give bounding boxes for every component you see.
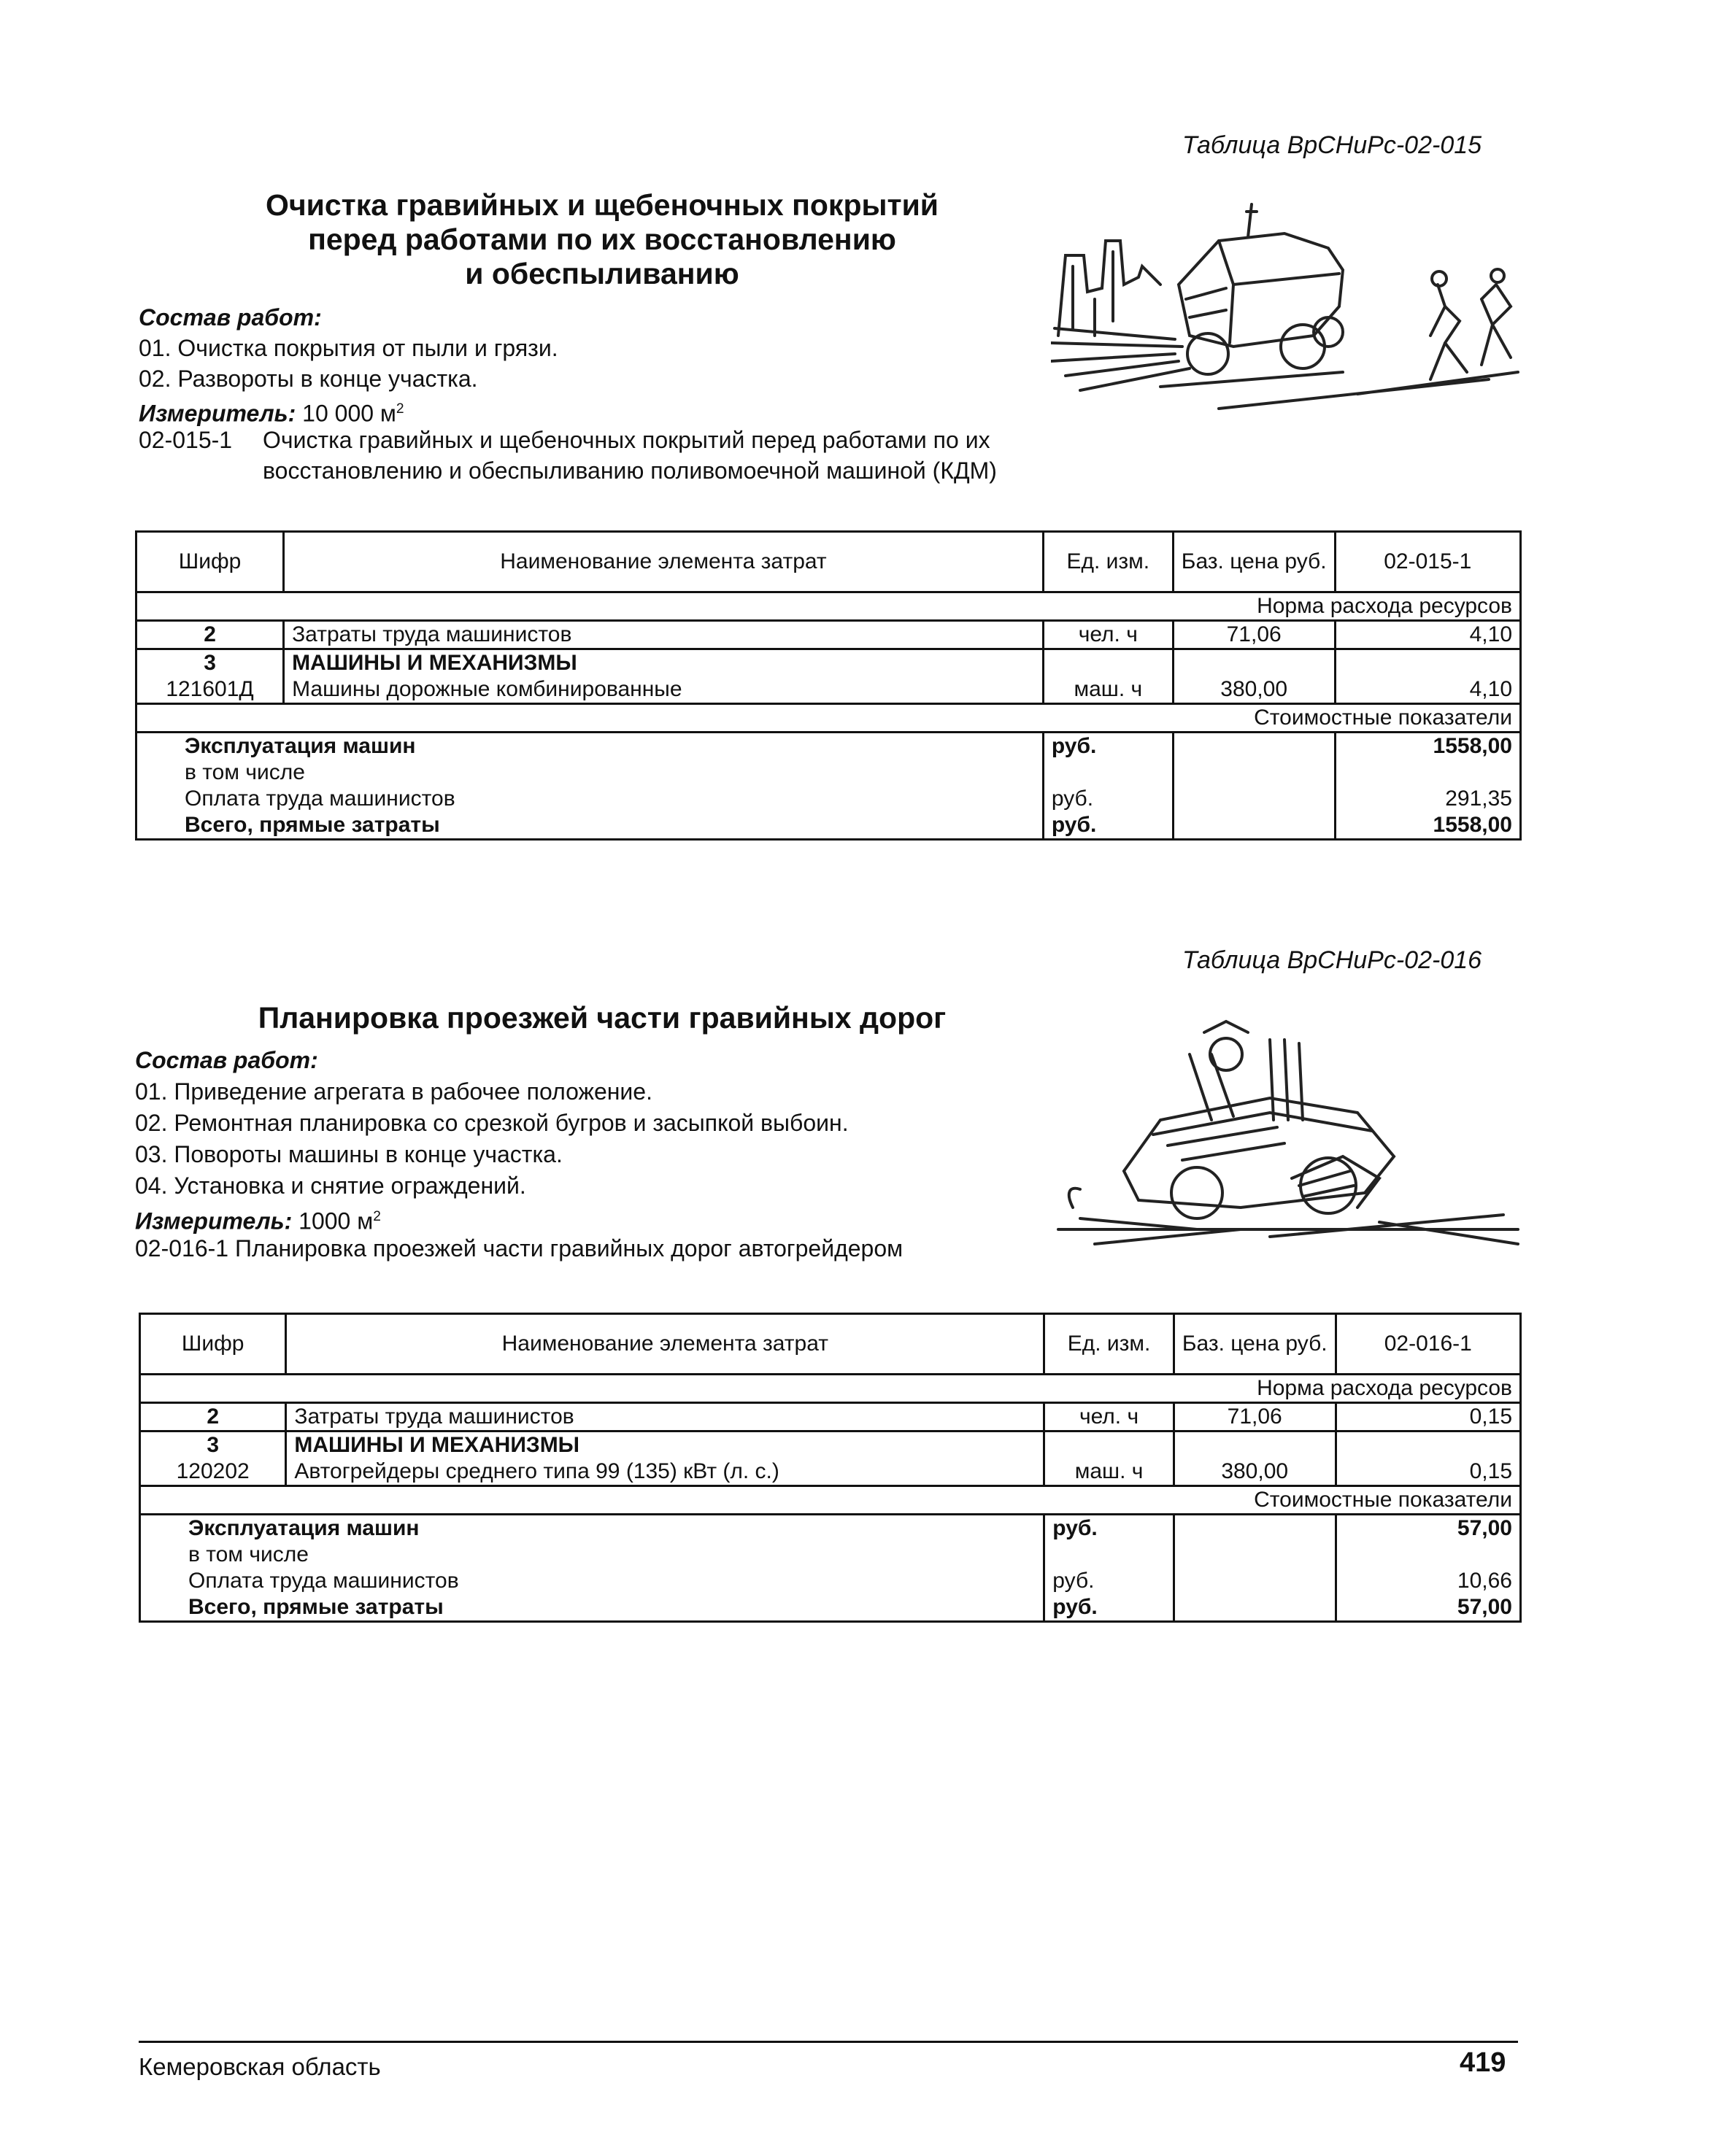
cell-name: Автогрейдеры среднего типа 99 (135) кВт (л. с.) [286, 1458, 1044, 1486]
item-code-text: 02-016-1 [135, 1235, 229, 1261]
work-item: 01. Очистка покрытия от пыли и грязи. [139, 335, 558, 361]
header-norm: 02-016-1 [1336, 1314, 1520, 1375]
table-row [140, 1458, 1521, 1486]
cost-unit: руб. [1043, 812, 1173, 840]
cell-name: Машины дорожные комбинированные [284, 676, 1044, 704]
motor-grader-illustration [1051, 1011, 1525, 1259]
measure-line [139, 394, 404, 429]
cost-name: Эксплуатация машин [136, 733, 1044, 760]
work-item: 02. Развороты в конце участка. [139, 366, 478, 392]
cost-price [1174, 1515, 1336, 1542]
cost-value: 1558,00 [1335, 812, 1520, 840]
table-row [136, 621, 1521, 649]
table-label: Таблица ВрСНиРс-02-016 [1182, 946, 1482, 974]
item-code [135, 1233, 903, 1264]
cell-unit: маш. ч [1044, 1458, 1174, 1486]
header-price: Баз. цена руб. [1174, 1314, 1336, 1375]
cell-value: 4,10 [1335, 676, 1520, 704]
cell-code: 121601Д [136, 676, 284, 704]
table-label: Таблица ВрСНиРс-02-015 [1182, 131, 1482, 159]
table-row [136, 676, 1521, 704]
cell-name: Затраты труда машинистов [284, 621, 1044, 649]
cell-value [1336, 1431, 1520, 1459]
title-line: Планировка проезжей части гравийных дорог [258, 1001, 947, 1035]
table-row [140, 1403, 1521, 1431]
work-item: 03. Повороты машины в конце участка. [135, 1141, 563, 1167]
footer-rule [139, 2041, 1518, 2043]
header-unit: Ед. изм. [1044, 1314, 1174, 1375]
measure-sup: 2 [373, 1209, 381, 1224]
work-item: 01. Приведение агрегата в рабочее положение. [135, 1078, 652, 1105]
header-code: Шифр [140, 1314, 286, 1375]
item-code: 02-015-1 [139, 427, 233, 453]
cell-price: 71,06 [1174, 1403, 1336, 1431]
cost-row [136, 760, 1521, 786]
cell-value: 0,15 [1336, 1458, 1520, 1486]
cost-price [1173, 786, 1335, 812]
cost-name: в том числе [140, 1542, 1044, 1568]
header-name: Наименование элемента затрат [284, 532, 1044, 592]
cell-unit: чел. ч [1043, 621, 1173, 649]
cost-name: Оплата труда машинистов [140, 1568, 1044, 1594]
norm-band: Норма расхода ресурсов [140, 1375, 1521, 1403]
measure-sup: 2 [396, 401, 404, 417]
cost-row [136, 733, 1521, 760]
footer-region: Кемеровская область [139, 2053, 381, 2080]
measure-value: 1000 м [298, 1208, 374, 1235]
cost-unit: руб. [1044, 1568, 1174, 1594]
cost-unit [1043, 760, 1173, 786]
header-code: Шифр [136, 532, 284, 592]
cost-value [1335, 760, 1520, 786]
cost-row [140, 1594, 1521, 1622]
cost-price [1173, 733, 1335, 760]
norm-band: Норма расхода ресурсов [136, 592, 1521, 621]
cell-code: 3 [136, 649, 284, 677]
cost-name: в том числе [136, 760, 1044, 786]
cost-row [140, 1568, 1521, 1594]
cell-price: 380,00 [1174, 1458, 1336, 1486]
cell-price: 71,06 [1173, 621, 1335, 649]
cell-unit: маш. ч [1043, 676, 1173, 704]
item-text-line: Очистка гравийных и щебеночных покрытий перед работами по их [263, 427, 990, 453]
norms-table [139, 1313, 1522, 1623]
cost-value: 1558,00 [1335, 733, 1520, 760]
cost-value: 10,66 [1336, 1568, 1520, 1594]
cost-value: 57,00 [1336, 1515, 1520, 1542]
title-line: перед работами по их восстановлению [308, 223, 896, 256]
cost-unit [1044, 1542, 1174, 1568]
title-line: Очистка гравийных и щебеночных покрытий [265, 188, 939, 222]
cell-unit [1043, 649, 1173, 677]
cost-row [140, 1515, 1521, 1542]
item-text-line: Планировка проезжей части гравийных дорог автогрейдером [234, 1235, 904, 1261]
cost-band: Стоимостные показатели [140, 1486, 1521, 1515]
header-unit: Ед. изм. [1043, 532, 1173, 592]
cell-code: 3 [140, 1431, 286, 1459]
measure-value: 10 000 м [302, 400, 396, 427]
cost-row [136, 812, 1521, 840]
cost-value [1336, 1542, 1520, 1568]
measure-label: Измеритель: [139, 400, 296, 427]
work-item: 02. Ремонтная планировка со срезкой бугров и засыпкой выбоин. [135, 1110, 849, 1136]
header-price: Баз. цена руб. [1173, 532, 1335, 592]
header-name: Наименование элемента затрат [286, 1314, 1044, 1375]
cost-name: Оплата труда машинистов [136, 786, 1044, 812]
section-title [139, 1001, 1066, 1035]
cost-row [136, 786, 1521, 812]
cost-unit: руб. [1043, 786, 1173, 812]
cost-price [1173, 812, 1335, 840]
cost-price [1174, 1594, 1336, 1622]
measure-label: Измеритель: [135, 1208, 293, 1235]
cost-value: 57,00 [1336, 1594, 1520, 1622]
header-norm: 02-015-1 [1335, 532, 1520, 592]
item-text-line: восстановлению и обеспыливанию поливомоечной машиной (КДМ) [263, 457, 997, 484]
cell-unit [1044, 1431, 1174, 1459]
cell-price [1173, 649, 1335, 677]
cell-name: Затраты труда машинистов [286, 1403, 1044, 1431]
cost-unit: руб. [1044, 1515, 1174, 1542]
work-composition-label: Состав работ: [139, 304, 322, 331]
measure-line [135, 1202, 381, 1237]
cell-code: 120202 [140, 1458, 286, 1486]
work-composition-label: Состав работ: [135, 1047, 318, 1073]
table-row [136, 649, 1521, 677]
cell-value [1335, 649, 1520, 677]
cost-value: 291,35 [1335, 786, 1520, 812]
cell-name: МАШИНЫ И МЕХАНИЗМЫ [284, 649, 1044, 677]
cell-code: 2 [136, 621, 284, 649]
cost-name: Эксплуатация машин [140, 1515, 1044, 1542]
cost-price [1174, 1568, 1336, 1594]
cell-unit: чел. ч [1044, 1403, 1174, 1431]
cost-unit: руб. [1043, 733, 1173, 760]
cost-band: Стоимостные показатели [136, 704, 1521, 733]
cell-value: 0,15 [1336, 1403, 1520, 1431]
cost-row [140, 1542, 1521, 1568]
title-line: и обеспыливанию [465, 257, 739, 290]
cell-value: 4,10 [1335, 621, 1520, 649]
cost-name: Всего, прямые затраты [136, 812, 1044, 840]
norms-table [135, 530, 1522, 841]
section-title [139, 188, 1066, 291]
item-text [263, 425, 997, 486]
cost-price [1173, 760, 1335, 786]
cell-price: 380,00 [1173, 676, 1335, 704]
cost-price [1174, 1542, 1336, 1568]
cell-code: 2 [140, 1403, 286, 1431]
cost-name: Всего, прямые затраты [140, 1594, 1044, 1622]
table-row [140, 1431, 1521, 1459]
page-number: 419 [1460, 2047, 1506, 2078]
cell-name: МАШИНЫ И МЕХАНИЗМЫ [286, 1431, 1044, 1459]
cell-price [1174, 1431, 1336, 1459]
cost-unit: руб. [1044, 1594, 1174, 1622]
work-item: 04. Установка и снятие ограждений. [135, 1172, 526, 1199]
street-sweeper-illustration [1051, 197, 1525, 416]
